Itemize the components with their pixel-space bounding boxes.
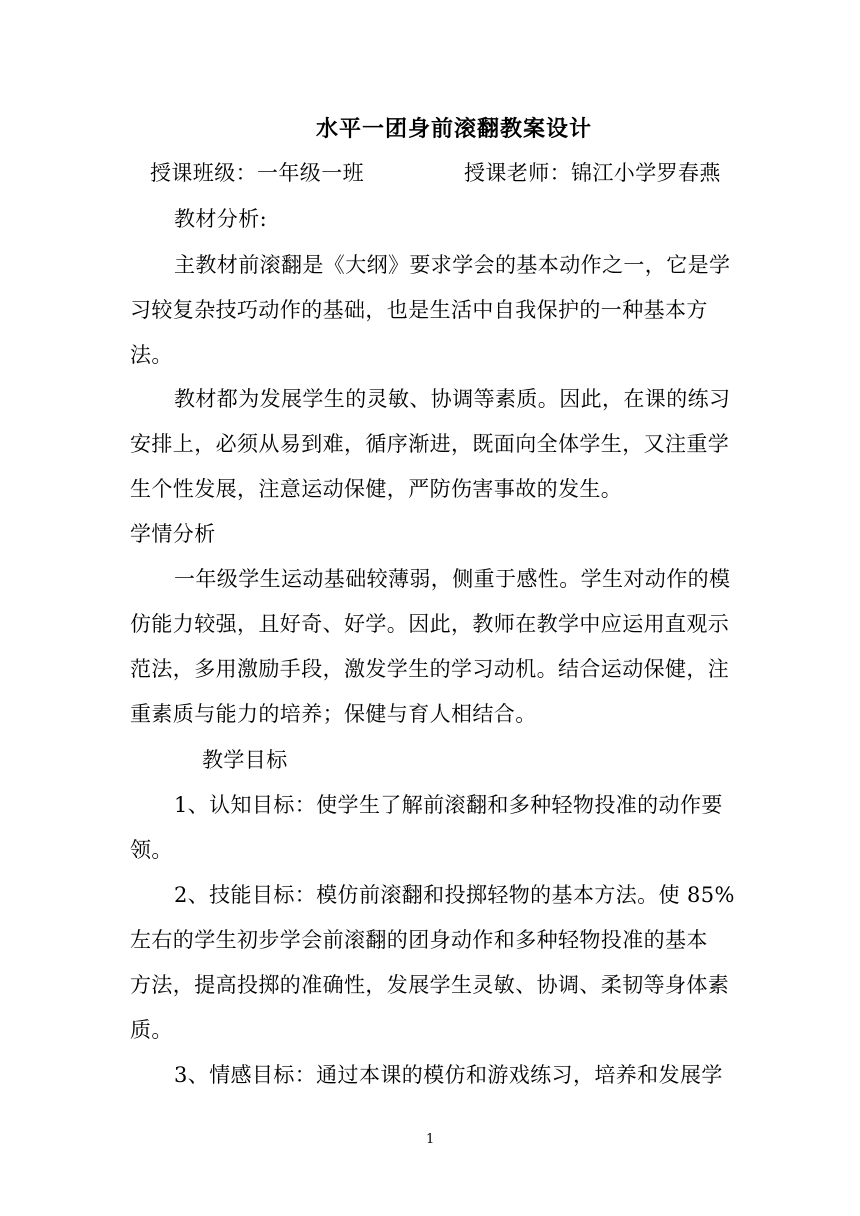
goal-line: 领。 xyxy=(130,838,173,862)
goal-line: 质。 xyxy=(130,1018,173,1042)
paragraph-line: 一年级学生运动基础较薄弱，侧重于感性。学生对动作的模 xyxy=(174,567,731,591)
goal-line: 1、认知目标：使学生了解前滚翻和多种轻物投准的动作要 xyxy=(174,793,723,817)
goal-line: 2、技能目标：模仿前滚翻和投掷轻物的基本方法。使 85% xyxy=(174,883,735,907)
goal-line: 左右的学生初步学会前滚翻的团身动作和多种轻物投准的基本 xyxy=(130,928,708,952)
student-analysis-heading: 学情分析 xyxy=(130,522,216,546)
paragraph-line: 主教材前滚翻是《大纲》要求学会的基本动作之一，它是学 xyxy=(174,253,731,277)
paragraph-line: 范法，多用激励手段，激发学生的学习动机。结合运动保健，注 xyxy=(130,657,730,681)
teacher-info: 授课老师：锦江小学罗春燕 xyxy=(464,161,721,185)
document-title: 水平一团身前滚翻教案设计 xyxy=(316,116,593,142)
paragraph-line: 法。 xyxy=(130,343,173,367)
paragraph-line: 习较复杂技巧动作的基础，也是生活中自我保护的一种基本方 xyxy=(130,298,708,322)
material-analysis-heading: 教材分析: xyxy=(174,207,268,231)
paragraph-line: 生个性发展，注意运动保健，严防伤害事故的发生。 xyxy=(130,477,623,501)
page-number: 1 xyxy=(426,1132,435,1147)
paragraph-line: 仿能力较强，且好奇、好学。因此，教师在教学中应运用直观示 xyxy=(130,612,730,636)
class-info: 授课班级：一年级一班 xyxy=(150,161,364,185)
paragraph-line: 重素质与能力的培养；保健与育人相结合。 xyxy=(130,702,537,726)
paragraph-line: 教材都为发展学生的灵敏、协调等素质。因此，在课的练习 xyxy=(174,387,731,411)
goal-line: 方法，提高投掷的准确性，发展学生灵敏、协调、柔韧等身体素 xyxy=(130,973,730,997)
goal-line: 3、情感目标：通过本课的模仿和游戏练习，培养和发展学 xyxy=(174,1063,723,1087)
teaching-goals-heading: 教学目标 xyxy=(202,748,288,772)
paragraph-line: 安排上，必须从易到难，循序渐进，既面向全体学生，又注重学 xyxy=(130,432,730,456)
